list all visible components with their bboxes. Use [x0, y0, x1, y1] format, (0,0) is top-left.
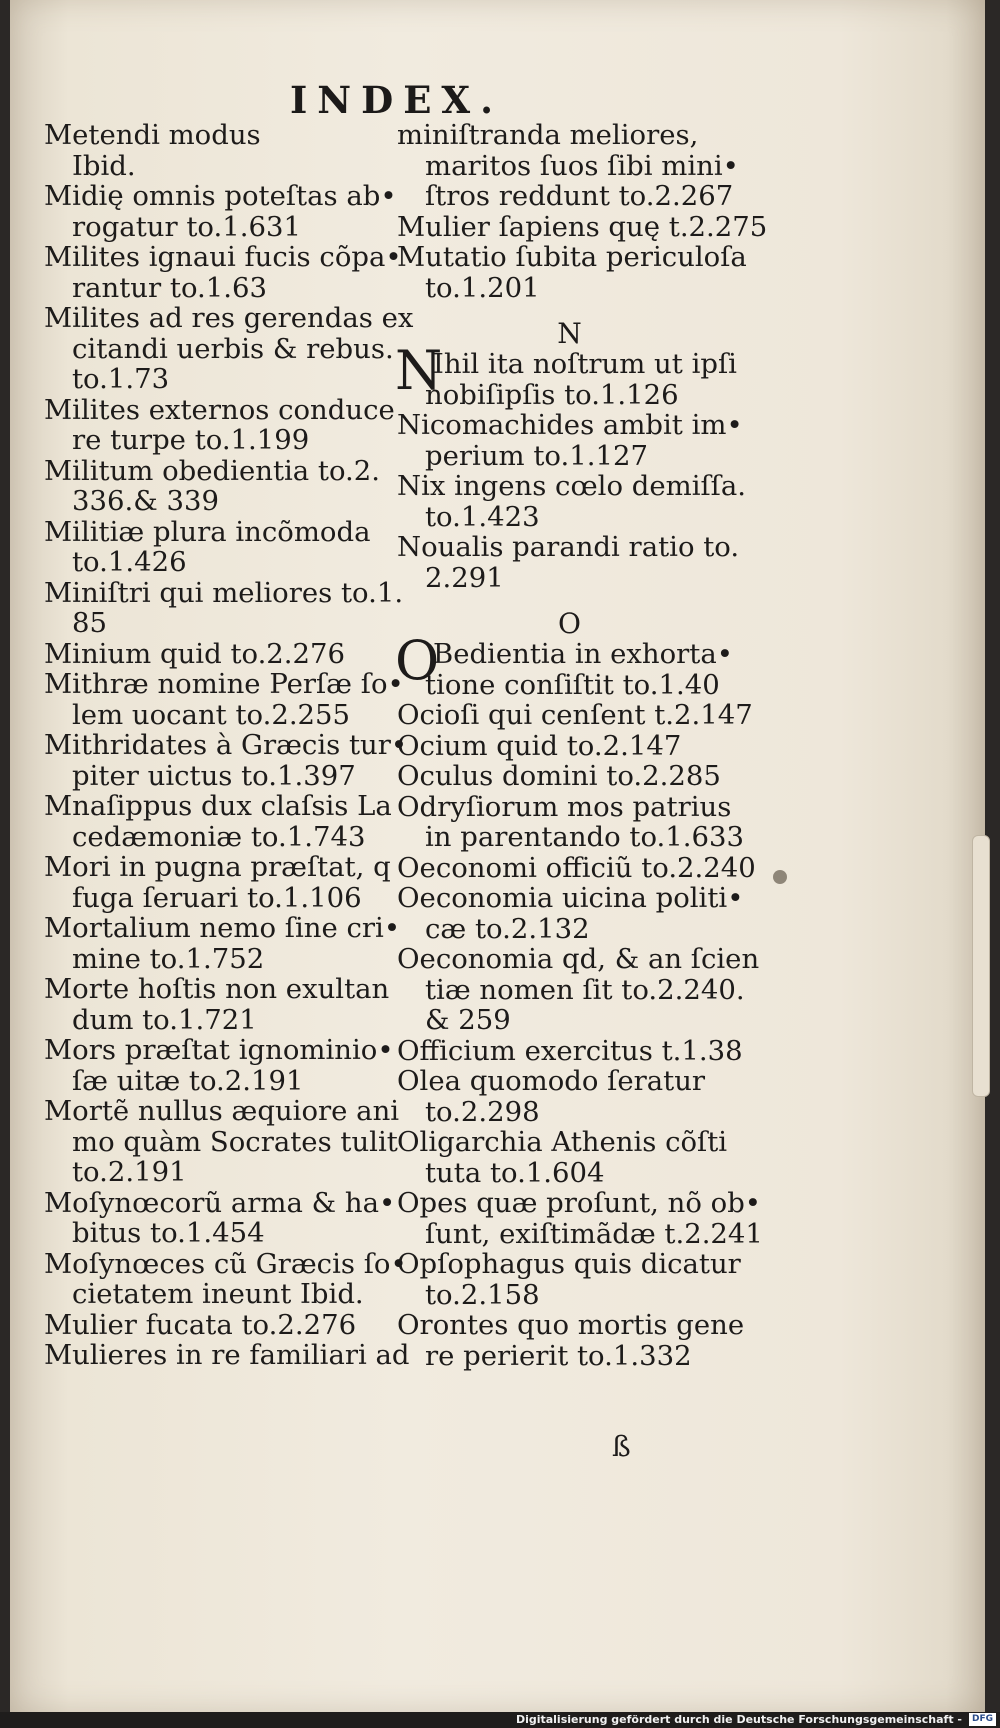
index-entry: [397, 851, 756, 884]
index-entry: [44, 456, 389, 517]
entry-heading-line: Mulier ſapiens quę t.2.275: [397, 210, 768, 243]
index-entry: [397, 470, 746, 533]
entry-continuation-line: perium to.1.127: [425, 439, 648, 472]
entry-continuation-line: 336.& 339: [72, 485, 219, 517]
index-entry: [397, 1036, 742, 1067]
entry-heading-line: Milites ad res gerendas ex: [44, 302, 414, 334]
entry-heading-line: Moſynœcorũ arma & ha•: [44, 1186, 396, 1219]
entry-heading-line: Miniſtri qui meliores to.1.: [44, 576, 404, 609]
index-entry: [44, 1034, 394, 1097]
entry-text: Ihil ita noſtrum ut ipſi: [433, 348, 737, 380]
index-entry: [44, 180, 397, 243]
index-entry: [44, 1247, 407, 1310]
index-entry: [397, 1127, 742, 1188]
index-entry: [397, 210, 768, 243]
index-column-left: [44, 119, 414, 1371]
entry-heading-line: Nix ingens cœlo demiſſa.: [397, 470, 746, 502]
entry-heading-line: Noualis parandi ratio to.: [397, 531, 740, 563]
entry-continuation-line: to.1.73: [72, 363, 170, 395]
entry-continuation-line: ſtros reddunt to.2.267: [425, 180, 734, 212]
entry-continuation-line: to.2.191: [72, 1156, 187, 1188]
entry-continuation-line: re turpe to.1.199: [72, 424, 310, 456]
index-entry: [397, 1309, 745, 1372]
entry-continuation-line: to.1.201: [425, 271, 540, 304]
entry-continuation-line: fuga ſeruari to.1.106: [72, 881, 362, 914]
index-entry: [395, 339, 742, 411]
index-entry: [397, 699, 753, 731]
index-entry: [44, 120, 389, 181]
entry-heading-line: Olea quomodo ſeratur: [397, 1065, 706, 1097]
entry-heading-line: Ocium quid to.2.147: [397, 729, 682, 762]
index-entry: [397, 1249, 742, 1310]
index-entry: [397, 1187, 763, 1250]
index-column-right: [395, 119, 768, 1372]
index-entry: [397, 1066, 742, 1127]
entry-continuation-line: ſæ uitæ to.2.191: [72, 1064, 304, 1097]
entry-continuation-line: piter uictus to.1.397: [72, 759, 356, 792]
index-entry: [44, 1095, 400, 1188]
entry-continuation-line: citandi uerbis & rebus.: [72, 332, 394, 365]
index-entry: [397, 241, 747, 304]
entry-continuation-line: tiæ nomen ſit to.2.240.: [425, 973, 745, 1006]
entry-heading-line: Orontes quo mortis gene: [397, 1309, 745, 1341]
section-gap: [397, 303, 742, 315]
entry-continuation-line: in parentando to.1.633: [425, 821, 745, 853]
entry-heading-line: Mortalium nemo ſine cri•: [44, 912, 401, 944]
index-entry: [44, 517, 389, 578]
entry-heading-line: Mutatio ſubita periculoſa: [397, 241, 747, 273]
index-entry: [44, 1186, 396, 1249]
index-entry: [397, 532, 742, 593]
entry-heading-line: Nicomachides ambit im•: [397, 409, 743, 441]
entry-continuation-line: dum to.1.721: [72, 1003, 257, 1036]
entry-heading-line: Morte hoſtis non exultan: [44, 973, 390, 1005]
entry-continuation-line: rantur to.1.63: [72, 271, 267, 304]
section-letter-heading: N: [557, 317, 582, 350]
page-header: INDEX.: [290, 78, 504, 122]
entry-heading-line: Milites externos conduce: [44, 393, 395, 426]
entry-continuation-line: to.2.298: [425, 1095, 540, 1128]
entry-heading-line: Oeconomia uicina politi•: [397, 882, 744, 914]
entry-heading-line: Oeconomi officiũ to.2.240: [397, 851, 756, 884]
entry-heading-line: Mithridates à Græcis tur•: [44, 729, 408, 761]
index-entry: [44, 790, 392, 853]
entry-continuation-line: re perierit to.1.332: [425, 1339, 692, 1372]
entry-continuation-line: Ibid.: [72, 149, 136, 182]
entry-heading-line: miniſtranda meliores,: [397, 119, 699, 151]
entry-continuation-line: lem uocant to.2.255: [72, 698, 351, 731]
index-entry: [44, 729, 408, 792]
entry-continuation-line: maritos ſuos ſibi mini•: [425, 149, 739, 182]
entry-continuation-line: tuta to.1.604: [425, 1156, 605, 1189]
entry-heading-line: Militum obedientia to.2.: [44, 454, 381, 487]
index-entry: [44, 974, 389, 1035]
entry-continuation-line: to.1.426: [72, 546, 187, 578]
entry-heading-line: Oligarchia Athenis cõſti: [397, 1126, 728, 1158]
index-entry: [44, 668, 404, 731]
entry-heading-line: Militiæ plura incõmoda: [44, 515, 371, 548]
entry-heading-line: Midię omnis poteſtas ab•: [44, 180, 397, 212]
page-edge-fold: [972, 835, 990, 1097]
entry-continuation-line: to.1.423: [425, 500, 540, 533]
index-entry: [44, 1339, 410, 1371]
entry-continuation-line: 2.291: [425, 561, 504, 594]
entry-heading-line: Mithræ nomine Perſæ ſo•: [44, 668, 404, 700]
entry-continuation-line: to.2.158: [425, 1278, 540, 1311]
entry-continuation-line: rogatur to.1.631: [72, 210, 301, 243]
entry-heading-line: Mnaſippus dux claſsis La: [44, 790, 392, 822]
index-entry: [44, 639, 389, 670]
entry-heading-line: Ocioſi qui cenſent t.2.147: [397, 699, 753, 731]
entry-continuation-line: 85: [72, 607, 107, 639]
index-entry: [397, 731, 742, 762]
entry-continuation-line: cietatem ineunt Ibid.: [72, 1278, 364, 1310]
index-entry: [397, 120, 742, 212]
index-entry: [44, 393, 395, 456]
entry-continuation-line: tione conſiſtit to.1.40: [425, 668, 720, 701]
entry-continuation-line: nobiſipſis to.1.126: [425, 378, 679, 411]
index-entry: [397, 943, 760, 1036]
section-gap: [397, 593, 742, 605]
index-entry: [44, 302, 414, 395]
index-entry: [397, 761, 742, 792]
section-letter-heading: O: [558, 607, 581, 640]
entry-heading-line: Opſophagus quis dicatur: [397, 1248, 741, 1280]
index-entry: [44, 241, 402, 304]
footer-credit: Digitalisierung gefördert durch die Deutsche Forschungsgemeinschaft -: [515, 1713, 962, 1726]
entry-text: Bedientia in exhorta•: [433, 638, 733, 670]
drop-capital: N: [395, 339, 443, 402]
index-entry: [397, 790, 745, 853]
index-entry: [44, 1310, 389, 1341]
index-entry: [44, 912, 401, 975]
entry-heading-line: Moſynœces cũ Græcis ſo•: [44, 1247, 407, 1280]
entry-continuation-line: cedæmoniæ to.1.743: [72, 820, 366, 853]
entry-continuation-line: bitus to.1.454: [72, 1217, 265, 1249]
entry-continuation-line: cæ to.2.132: [425, 912, 590, 945]
entry-heading-line: Mulieres in re familiari ad: [44, 1339, 410, 1371]
dfg-logo: DFG: [969, 1713, 996, 1726]
entry-heading-line: Odryſiorum mos patrius: [397, 790, 732, 823]
index-entry: [397, 883, 742, 944]
entry-heading-line: Officium exercitus t.1.38: [397, 1034, 743, 1067]
index-entry: [395, 629, 742, 701]
entry-heading-line: Oculus domini to.2.285: [397, 760, 721, 792]
index-entry: [397, 410, 742, 471]
entry-continuation-line: mo quàm Socrates tulit: [72, 1125, 398, 1158]
entry-heading-line: Opes quæ proſunt, nõ ob•: [397, 1187, 762, 1219]
entry-heading-line: Oeconomia qd, & an ſcien: [397, 943, 760, 975]
entry-continuation-line: & 259: [425, 1004, 511, 1036]
binding-hole: [773, 870, 787, 884]
entry-continuation-line: mine to.1.752: [72, 942, 265, 975]
entry-heading-line: Mors præſtat ignominio•: [44, 1034, 394, 1066]
index-entry: [44, 576, 404, 639]
drop-capital: O: [395, 629, 440, 692]
entry-heading-line: Minium quid to.2.276: [44, 637, 346, 670]
signature-mark: ß: [612, 1430, 631, 1463]
entry-continuation-line: ſunt, exiſtimãdæ t.2.241: [425, 1217, 763, 1250]
entry-heading-line: Milites ignaui fucis cõpa•: [44, 241, 402, 273]
entry-heading-line: Mulier fucata to.2.276: [44, 1308, 357, 1341]
entry-heading-line: Metendi modus: [44, 119, 261, 151]
entry-heading-line: Mori in pugna præſtat, q: [44, 851, 391, 883]
index-entry: [44, 852, 389, 913]
entry-heading-line: Mortẽ nullus æquiore ani: [44, 1095, 400, 1127]
